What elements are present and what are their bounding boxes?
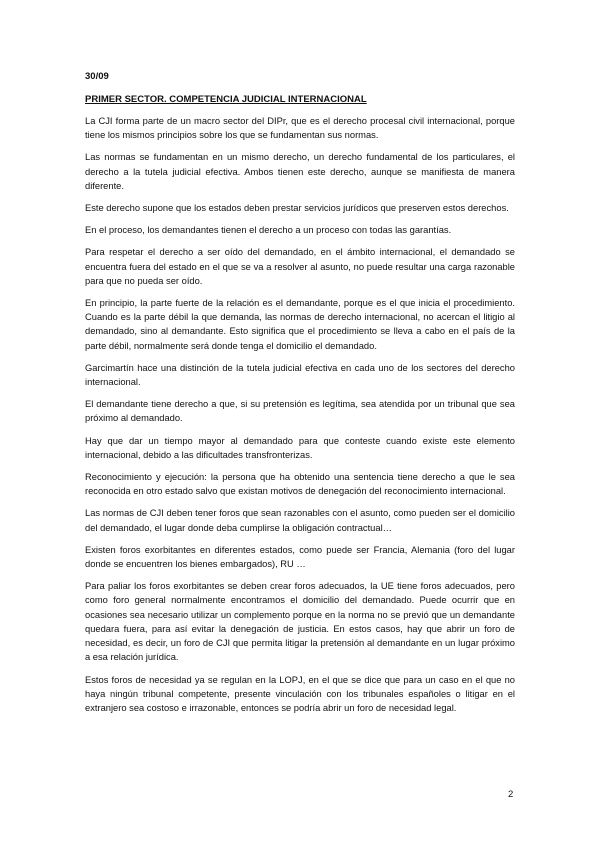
paragraph-9: Hay que dar un tiempo mayor al demandado para que conteste cuando existe este elemento internacional, debido a las dificultades transfronterizas.: [85, 435, 515, 460]
paragraph-8: El demandante tiene derecho a que, si su pretensión es legítima, sea atendida por un tribunal que sea próximo al demandado.: [85, 399, 515, 424]
date-label: 30/09: [85, 71, 109, 82]
paragraph-6: En principio, la parte fuerte de la relación es el demandante, porque es el que inicia el procedimiento. Cuando es la parte débil la que demanda, las normas de derecho internacional, no acercan el litigio al demandado, sino al demandante. Esto significa que el procedimiento se lleva a cabo en el país de la parte débil, normalmente será donde tenga el domicilio el demandado.: [85, 298, 515, 351]
paragraph-7: Garcimartín hace una distinción de la tutela judicial efectiva en cada uno de los sectores del derecho internacional.: [85, 362, 515, 388]
document-page: [85, 70, 515, 723]
paragraph-12: Existen foros exorbitantes en diferentes estados, como puede ser Francia, Alemania (foro del lugar donde se encuentren los bienes embargados), RU …: [85, 544, 515, 570]
paragraph-4: En el proceso, los demandantes tienen el derecho a un proceso con todas las garantías.: [85, 225, 452, 236]
paragraph-14: Estos foros de necesidad ya se regulan en la LOPJ, en el que se dice que para un caso en el que no haya ningún tribunal competente, presente vinculación con los tribunales españoles o litigar en el extranjero sea costoso e irrazonable, entonces se podría abrir un foro de necesidad legal.: [85, 674, 515, 713]
paragraph-11: Las normas de CJI deben tener foros que sean razonables con el asunto, como pueden ser el domicilio del demandado, el lugar donde deba cumplirse la obligación contractual…: [85, 508, 515, 533]
page-number: 2: [508, 789, 514, 800]
paragraph-3: Este derecho supone que los estados deben prestar servicios jurídicos que preserven estos derechos.: [85, 203, 509, 214]
paragraph-2: Las normas se fundamentan en un mismo derecho, un derecho fundamental de los particulares, el derecho a la tutela judicial efectiva. Ambos tienen este derecho, aunque se manifiesta de manera diferente.: [85, 152, 515, 191]
paragraph-1: La CJI forma parte de un macro sector del DIPr, que es el derecho procesal civil internacional, porque tiene los mismos principios sobre los que se fundamentan sus normas.: [85, 116, 515, 141]
paragraph-10: Reconocimiento y ejecución: la persona que ha obtenido una sentencia tiene derecho a que le sea reconocida en otro estado salvo que existan motivos de denegación del reconocimiento internacional.: [85, 472, 515, 497]
paragraph-13: Para paliar los foros exorbitantes se deben crear foros adecuados, la UE tiene foros adecuados, pero como foro general normalmente encontramos el domicilio del demandado. Puede ocurrir que en ocasiones sea necesario utilizar un complemento porque en la norma no se previó que un demandante quedara fuera, para así evitar la denegación de justicia. En estos casos, hay que abrir un foro de necesidad, es decir, un foro de CJI que permita litigar la pretensión al demandante en un lugar próximo a esa relación jurídica.: [85, 581, 515, 663]
section-heading: PRIMER SECTOR. COMPETENCIA JUDICIAL INTERNACIONAL: [85, 94, 367, 105]
paragraph-5: Para respetar el derecho a ser oído del demandado, en el ámbito internacional, el demandado se encuentra fuera del estado en el que se va a resolver al asunto, no puede resultar una carga razonable para que no pueda ser oído.: [85, 247, 515, 286]
